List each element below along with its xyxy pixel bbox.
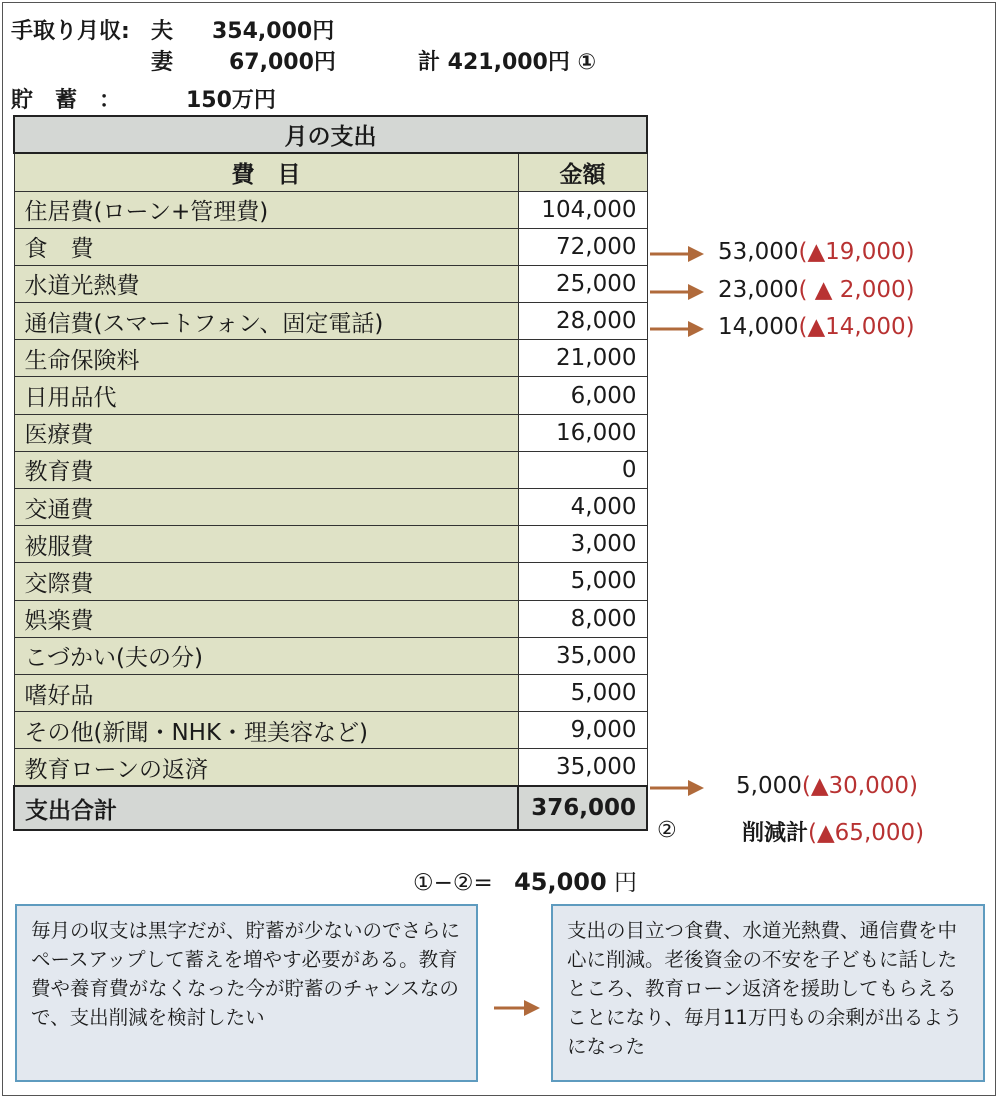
table-row bbox=[14, 489, 647, 526]
total-label: 支出合計 bbox=[14, 786, 518, 830]
row-item: 教育ローンの返済 bbox=[14, 749, 518, 786]
total-marker: ② bbox=[657, 818, 677, 843]
table-row bbox=[14, 340, 647, 377]
row-item: こづかい(夫の分) bbox=[14, 637, 518, 674]
table-row bbox=[14, 451, 647, 488]
table-title: 月の支出 bbox=[14, 116, 647, 153]
table-row bbox=[14, 377, 647, 414]
col-amount-header: 金額 bbox=[518, 153, 647, 191]
table-row bbox=[14, 637, 647, 674]
income-label: 手取り月収: bbox=[11, 19, 130, 44]
table-row bbox=[14, 265, 647, 302]
balance-line bbox=[413, 864, 637, 897]
reduction-loan bbox=[736, 773, 918, 799]
row-amount: 25,000 bbox=[518, 265, 647, 302]
row-item: 水道光熱費 bbox=[14, 265, 518, 302]
row-amount: 5,000 bbox=[518, 674, 647, 711]
total-amount: 376,000 bbox=[518, 786, 647, 830]
expense-table bbox=[13, 115, 648, 831]
row-item: 医療費 bbox=[14, 414, 518, 451]
row-amount: 104,000 bbox=[518, 191, 647, 228]
husband-amount: 354,000円 bbox=[212, 19, 335, 44]
row-amount: 9,000 bbox=[518, 712, 647, 749]
table-row bbox=[14, 191, 647, 228]
row-amount: 6,000 bbox=[518, 377, 647, 414]
reduction-utilities-diff: ( ▲ 2,000) bbox=[798, 277, 915, 303]
table-header-row bbox=[14, 153, 647, 191]
notes-arrow-icon bbox=[492, 998, 544, 1018]
reduction-total-label: 削減計 bbox=[742, 821, 809, 846]
row-item: 住居費(ローン+管理費) bbox=[14, 191, 518, 228]
arrow-loan-icon bbox=[648, 778, 708, 798]
row-amount: 16,000 bbox=[518, 414, 647, 451]
row-amount: 35,000 bbox=[518, 637, 647, 674]
row-item: 生命保険料 bbox=[14, 340, 518, 377]
note-before: 毎月の収支は黒字だが、貯蓄が少ないのでさらにペースアップして蓄えを増やす必要がある。教育費や養育費がなくなった今が貯蓄のチャンスなので、支出削減を検討したい bbox=[15, 904, 478, 1082]
row-amount: 0 bbox=[518, 451, 647, 488]
table-row bbox=[14, 414, 647, 451]
row-amount: 4,000 bbox=[518, 489, 647, 526]
row-amount: 21,000 bbox=[518, 340, 647, 377]
reduction-loan-diff: (▲30,000) bbox=[801, 773, 918, 799]
row-item: 交際費 bbox=[14, 563, 518, 600]
table-row bbox=[14, 674, 647, 711]
reduction-utilities bbox=[718, 277, 915, 303]
reduction-telecom bbox=[718, 314, 915, 340]
table-row bbox=[14, 749, 647, 786]
reduction-food-diff: (▲19,000) bbox=[798, 239, 915, 265]
balance-unit: 円 bbox=[614, 870, 638, 896]
row-amount: 5,000 bbox=[518, 563, 647, 600]
row-item: 日用品代 bbox=[14, 377, 518, 414]
row-item: 娯楽費 bbox=[14, 600, 518, 637]
row-amount: 8,000 bbox=[518, 600, 647, 637]
wife-label: 妻 bbox=[151, 50, 174, 75]
table-row bbox=[14, 228, 647, 265]
table-row bbox=[14, 600, 647, 637]
row-amount: 3,000 bbox=[518, 526, 647, 563]
balance-amount: 45,000 bbox=[514, 868, 607, 896]
reduction-telecom-diff: (▲14,000) bbox=[798, 314, 915, 340]
reduction-food bbox=[718, 239, 915, 265]
row-item: その他(新聞・NHK・理美容など) bbox=[14, 712, 518, 749]
row-amount: 35,000 bbox=[518, 749, 647, 786]
note-after: 支出の目立つ食費、水道光熱費、通信費を中心に削減。老後資金の不安を子どもに話したところ、教育ローン返済を援助してもらえることになり、毎月11万円もの余剰が出るようになった bbox=[551, 904, 985, 1082]
arrow-utilities-icon bbox=[648, 282, 708, 302]
reduction-utilities-new: 23,000 bbox=[718, 277, 799, 303]
table-row bbox=[14, 526, 647, 563]
balance-formula: ①−②= bbox=[413, 870, 493, 896]
row-amount: 28,000 bbox=[518, 303, 647, 340]
reduction-total bbox=[742, 816, 924, 847]
row-item: 被服費 bbox=[14, 526, 518, 563]
row-amount: 72,000 bbox=[518, 228, 647, 265]
table-row bbox=[14, 303, 647, 340]
col-item-header: 費 目 bbox=[14, 153, 518, 191]
table-row bbox=[14, 712, 647, 749]
reduction-loan-new: 5,000 bbox=[736, 773, 802, 799]
reduction-telecom-new: 14,000 bbox=[718, 314, 799, 340]
table-row bbox=[14, 563, 647, 600]
income-total: 計 421,000円 ① bbox=[418, 50, 597, 75]
reduction-total-diff: (▲65,000) bbox=[808, 820, 925, 846]
row-item: 通信費(スマートフォン、固定電話) bbox=[14, 303, 518, 340]
table-title-row bbox=[14, 116, 647, 153]
arrow-food-icon bbox=[648, 244, 708, 264]
wife-amount: 67,000円 bbox=[229, 50, 336, 75]
row-item: 食 費 bbox=[14, 228, 518, 265]
total-row bbox=[14, 786, 647, 830]
husband-label: 夫 bbox=[151, 19, 174, 44]
savings-label: 貯 蓄 ： bbox=[11, 88, 122, 113]
reduction-food-new: 53,000 bbox=[718, 239, 799, 265]
savings-amount: 150万円 bbox=[186, 88, 276, 113]
row-item: 嗜好品 bbox=[14, 674, 518, 711]
row-item: 交通費 bbox=[14, 489, 518, 526]
row-item: 教育費 bbox=[14, 451, 518, 488]
arrow-telecom-icon bbox=[648, 319, 708, 339]
